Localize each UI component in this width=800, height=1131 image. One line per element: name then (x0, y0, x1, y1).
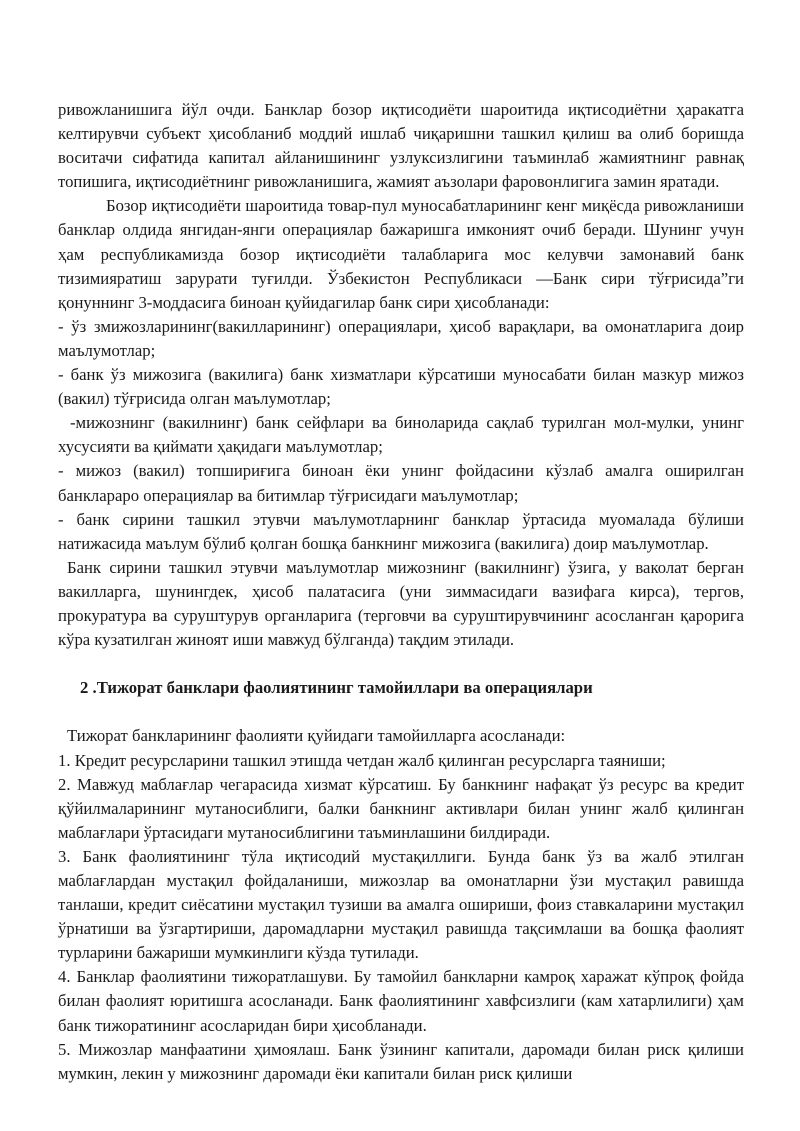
blank-line (58, 652, 744, 676)
section-intro: Тижорат банкларининг фаолияти қуйидаги тамойилларга асосланади: (67, 726, 566, 746)
principle-1: 1. Кредит ресурсларини ташкил этишда четдан жалб қилинган ресурсларга таяниши; (58, 750, 666, 770)
paragraph-disclosure: Банк сирини ташкил этувчи маълумотлар мижознинг (вакилнинг) ўзига, у ваколат берган вакилларга, шунингдек, ҳисоб палатасига (уни зиммасидаги вазифага кирса), тергов, прокуратура ва суруштурув органларига (терговчи ва суруштирувчининг асосланган қарорига кўра кузатилган жиноят иши мавжуд бўлганда) тақдим этилади. (58, 557, 744, 650)
principle-2: 2. Мавжуд маблағлар чегарасида хизмат кўрсатиш. Бу банкнинг нафақат ўз ресурс ва кредит қўйилмаларининг мутаносиблиги, балки банкнинг активлари билан унинг жалб қилинган маблағлари ўртасидаги мутаносиблигини таъминлашини билдиради. (58, 774, 744, 842)
principle-5: 5. Мижозлар манфаатини ҳимоялаш. Банк ўзининг капитали, даромади билан риск қилиши мумкин, лекин у мижознинг даромади ёки капитали билан риск қилиши (58, 1039, 744, 1083)
paragraph-bank-secret-intro: Бозор иқтисодиёти шароитида товар-пул муносабатларининг кенг миқёсда ривожланиши банклар олдида янгидан-янги операциялар бажаришга имконият очиб беради. Шунинг учун ҳам республикамизда бозор иқтисодиёти талабларига мос келувчи замонавий банк тизимияратиш зарурати туғилди. Ўзбекистон Республикаси ―Банк сири тўғрисида”ги қонуннинг 3-моддасига биноан қуйидагилар банк сири ҳисобланади: (58, 196, 744, 312)
section-heading: 2 .Тижорат банклари фаолиятининг тамойиллари ва операциялари (80, 678, 593, 698)
list-item-other-bank: - банк сирини ташкил этувчи маълумотларнинг банклар ўртасида муомалада бўлиши натижасида маълум бўлиб қолган бошқа банкнинг мижозига (вакилига) доир маълумотлар. (58, 509, 744, 553)
list-item-interbank: - мижоз (вакил) топшириғига биноан ёки унинг фойдасини кўзлаб амалга оширилган банклараро операциялар ва битимлар тўғрисидаги маълумотлар; (58, 461, 744, 505)
paragraph-intro: ривожланишига йўл очди. Банклар бозор иқтисодиёти шароитида иқтисодиётни ҳаракатга келтирувчи субъект ҳисобланиб моддий ишлаб чиқаришни ташкил қилиш ва олиб боришда воситачи сифатида капитал айланишининг узлуксизлигини таъминлаб жамиятнинг равнақ топишига, иқтисодиётнинг ривожланишига, жамият аъзолари фаровонлигига замин яратади. (58, 100, 744, 192)
blank-line (58, 700, 744, 724)
document-page (58, 98, 744, 1086)
list-item-safe-deposits: -мижознинг (вакилнинг) банк сейфлари ва биноларида сақлаб турилган мол-мулки, унинг хусусияти ва қиймати ҳақидаги маълумотлар; (58, 413, 744, 457)
principle-4: 4. Банклар фаолиятини тижоратлашуви. Бу тамойил банкларни камроқ харажат кўпроқ фойда билан фаолият юритишга асосланади. Банк фаолиятининг хавфсизлиги (кам хатарлилиги) ҳам банк тижоратининг асосларидан бири ҳисобланади. (58, 967, 744, 1035)
list-item-client-info: - банк ўз мижозига (вакилига) банк хизматлари кўрсатиши муносабати билан мазкур мижоз (вакил) тўғрисида олган маълумотлар; (58, 365, 744, 409)
list-item-operations: - ўз змижозларининг(вакилларининг) операциялари, ҳисоб варақлари, ва омонатларига доир маълумотлар; (58, 316, 744, 360)
principle-3: 3. Банк фаолиятининг тўла иқтисодий мустақиллиги. Бунда банк ўз ва жалб этилган маблағлардан мустақил фойдаланиши, мижозлар ва омонатларни ўзи мустақил равишда танлаши, кредит сиёсатини мустақил тузиши ва амалга ошириши, фоиз ставкаларини мустақил ўрнатиши ва ўзгартириши, даромадларни мустақил равишда тақсимлаши ва бошқа фаолият турларини бажариши мумкинлиги кўзда тутилади. (58, 846, 744, 963)
